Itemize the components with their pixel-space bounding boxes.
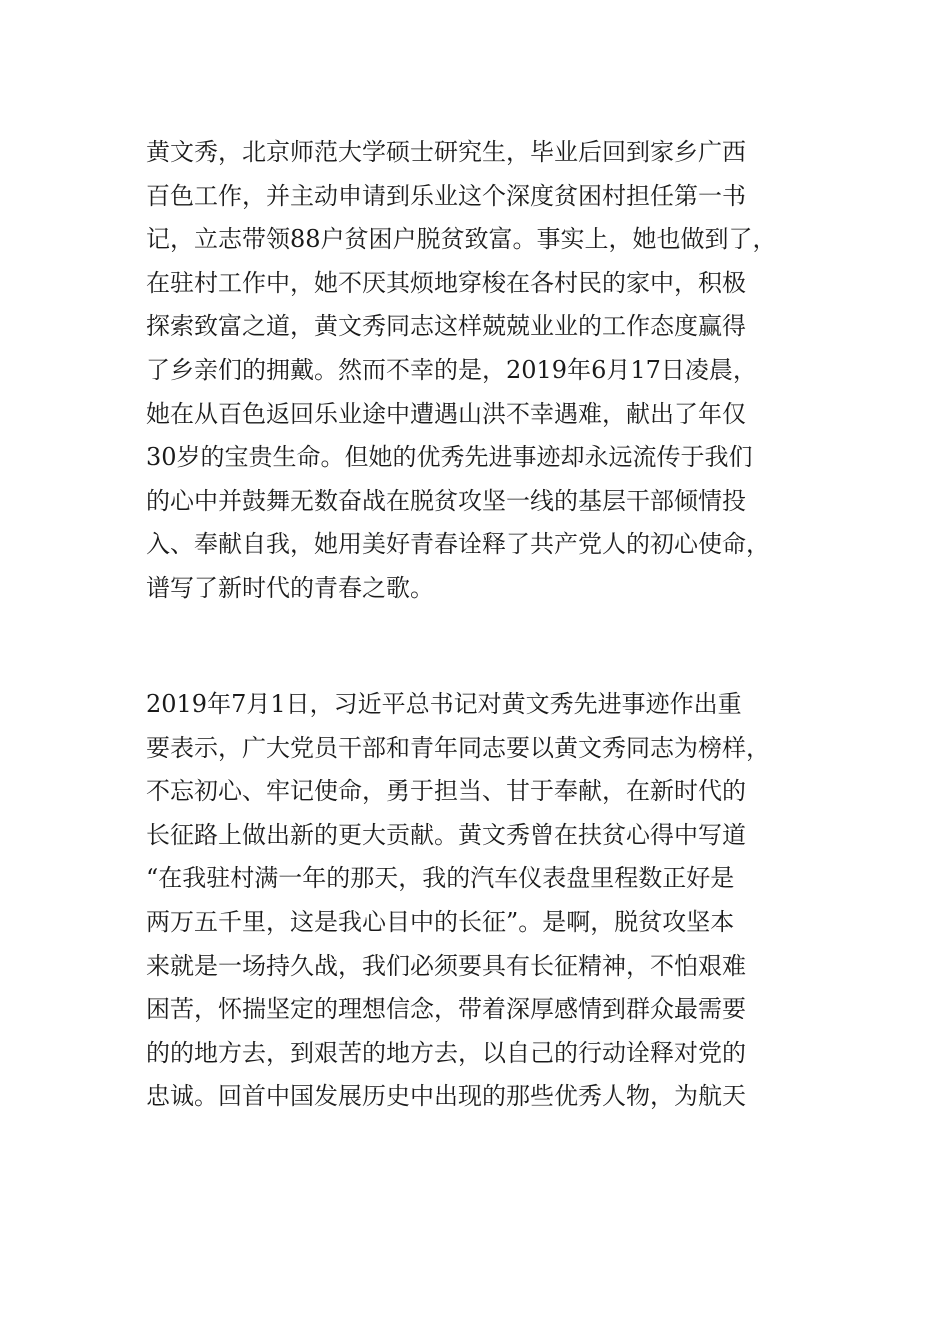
- text-line: 长征路上做出新的更大贡献。黄文秀曾在扶贫心得中写道: [146, 820, 746, 849]
- text-line: 谱写了新时代的青春之歌。: [146, 573, 434, 602]
- text-line: 在驻村工作中，她不厌其烦地穿梭在各村民的家中，积极: [146, 268, 746, 297]
- text-line: 探索致富之道，黄文秀同志这样兢兢业业的工作态度赢得: [146, 312, 746, 341]
- text-line: 入、奉献自我，她用美好青春诠释了共产党人的初心使命，: [146, 530, 770, 559]
- text-line: 要表示，广大党员干部和青年同志要以黄文秀同志为榜样，: [146, 733, 770, 762]
- text-line: 困苦，怀揣坚定的理想信念，带着深厚感情到群众最需要: [146, 995, 746, 1024]
- text-line: 2019年7月1日，习近平总书记对黄文秀先进事迹作出重: [146, 690, 742, 718]
- text-line: 来就是一场持久战，我们必须要具有长征精神，不怕艰难: [146, 951, 746, 980]
- text-line: 的心中并鼓舞无数奋战在脱贫攻坚一线的基层干部倾情投: [146, 486, 746, 515]
- text-line: 百色工作，并主动申请到乐业这个深度贫困村担任第一书: [146, 181, 746, 210]
- text-line: 不忘初心、牢记使命，勇于担当、甘于奉献，在新时代的: [146, 777, 746, 806]
- text-line: 她在从百色返回乐业途中遭遇山洪不幸遇难，献出了年仅: [146, 399, 746, 428]
- paragraph-huang-wenxiu-biography: [146, 131, 826, 611]
- paragraph-long-march-spirit: [146, 683, 826, 1119]
- text-line: 的的地方去，到艰苦的地方去，以自己的行动诠释对党的: [146, 1038, 746, 1067]
- text-line: 两万五千里，这是我心目中的长征”。是啊，脱贫攻坚本: [146, 907, 735, 936]
- text-line: 记，立志带领88户贫困户脱贫致富。事实上，她也做到了，: [146, 225, 777, 254]
- text-line: “在我驻村满一年的那天，我的汽车仪表盘里程数正好是: [146, 864, 735, 893]
- text-line: 忠诚。回首中国发展历史中出现的那些优秀人物，为航天: [146, 1082, 746, 1111]
- text-line: 了乡亲们的拥戴。然而不幸的是，2019年6月17日凌晨，: [146, 355, 757, 384]
- text-line: 黄文秀，北京师范大学硕士研究生，毕业后回到家乡广西: [146, 138, 746, 166]
- text-line: 30岁的宝贵生命。但她的优秀先进事迹却永远流传于我们: [146, 443, 753, 472]
